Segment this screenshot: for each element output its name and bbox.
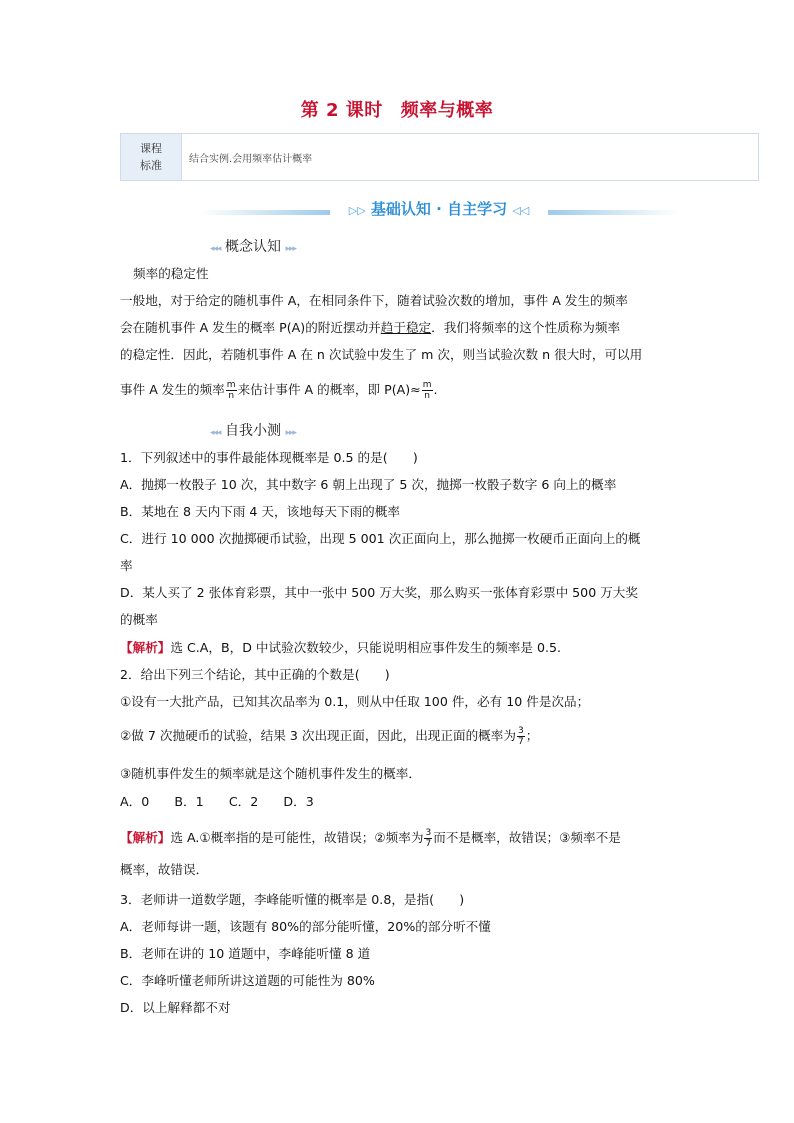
q2-answer-fraction bbox=[424, 828, 432, 849]
q2-statement-3: ③随机事件发生的频率就是这个随机事件发生的概率． bbox=[120, 766, 421, 781]
q3-option-d: D．以上解释都不对 bbox=[120, 1000, 231, 1015]
q2-frac-denominator: 7 bbox=[517, 737, 524, 747]
q3-option-a: A．老师每讲一题，该题有 80%的部分能听懂，20%的部分听不懂 bbox=[120, 919, 491, 934]
course-standard-text: 结合实例.会用频率估计概率 bbox=[189, 154, 313, 165]
q2-ans-frac-denominator: 7 bbox=[425, 839, 432, 849]
self-test-heading bbox=[210, 420, 296, 440]
concept-p1-line4-a: 事件 A 发生的频率 bbox=[120, 382, 225, 397]
banner-arrow-left-icon: ▷▷ bbox=[348, 204, 366, 217]
banner-title: 基础认知 · 自主学习 bbox=[370, 200, 508, 218]
q2-statement-2 bbox=[120, 726, 680, 747]
q1-answer-text: 选 C.A，B，D 中试验次数较少，只能说明相应事件发生的频率是 0.5. bbox=[170, 640, 562, 655]
q1-option-c-line2: 率 bbox=[120, 558, 133, 573]
concept-p1-line3: 的稳定性．因此，若随机事件 A 在 n 次试验中发生了 m 次，则当试验次数 n 很大时，可以用 bbox=[120, 347, 643, 362]
concept-p1-line2 bbox=[120, 320, 680, 336]
q3-option-c: C．李峰听懂老师所讲这道题的可能性为 80% bbox=[120, 973, 375, 988]
concept-underlined-term: 趋于稳定 bbox=[380, 320, 432, 335]
q2-statement-2-b: ； bbox=[525, 728, 539, 743]
q1-option-a: A．抛掷一枚骰子 10 次，其中数字 6 朝上出现了 5 次，抛掷一枚骰子数字 6 向上的概率 bbox=[120, 477, 617, 492]
concept-p1-line1: 一般地，对于给定的随机事件 A，在相同条件下，随着试验次数的增加，事件 A 发生的频率 bbox=[120, 293, 628, 308]
concept-subtitle: 频率的稳定性 bbox=[133, 266, 209, 281]
heading-arrow-right-icon: ▸▸▸ bbox=[285, 428, 297, 438]
frac-denominator-2: n bbox=[424, 391, 430, 401]
concept-p1-line2-b: ．我们将频率的这个性质称为频率 bbox=[431, 320, 621, 335]
banner-divider-left bbox=[200, 210, 330, 215]
frequency-fraction bbox=[226, 380, 237, 401]
estimate-fraction bbox=[422, 380, 433, 401]
question-2: 2．给出下列三个结论，其中正确的个数是( ) bbox=[120, 667, 390, 682]
q2-statement-2-a: ②做 7 次抛硬币的试验，结果 3 次出现正面，因此，出现正面的概率为 bbox=[120, 728, 516, 743]
self-test-heading-text: 自我小测 bbox=[225, 423, 282, 439]
heading-arrow-right-icon: ▸▸▸ bbox=[285, 244, 297, 254]
q2-statement-1: ①设有一大批产品，已知其次品率为 0.1，则从中任取 100 件，必有 10 件是次品； bbox=[120, 694, 590, 709]
standard-label-line2: 标准 bbox=[140, 159, 162, 172]
question-1: 1．下列叙述中的事件最能体现概率是 0.5 的是( ) bbox=[120, 450, 418, 465]
analysis-label: 【解析】 bbox=[120, 830, 171, 845]
q1-option-b: B．某地在 8 天内下雨 4 天，该地每天下雨的概率 bbox=[120, 504, 400, 519]
q2-answer-a: 选 A.①概率指的是可能性，故错误；②频率为 bbox=[170, 830, 424, 845]
q2-frac-numerator: 3 bbox=[517, 726, 524, 736]
q2-answer-line2: 概率，故错误． bbox=[120, 862, 209, 877]
heading-arrow-left-icon: ◂◂◂ bbox=[210, 428, 221, 438]
concept-p1-line4: 事件 A 发生的频率 $\frac{m}{n}$ 来估计事件 A 的概率，即 P(A)≈ $\frac{m}{n}$ . bbox=[120, 380, 438, 401]
q2-fraction bbox=[517, 726, 525, 747]
q2-options: A．0 B．1 C．2 D．3 bbox=[120, 794, 314, 809]
q1-answer bbox=[120, 640, 680, 656]
lesson-number: 第 2 课时 bbox=[300, 100, 383, 121]
lesson-title bbox=[0, 96, 794, 122]
q2-answer-b: 而不是概率，故错误；③频率不是 bbox=[433, 830, 621, 845]
section-banner bbox=[330, 198, 548, 219]
lesson-topic: 频率与概率 bbox=[400, 100, 494, 121]
frac-denominator: n bbox=[228, 391, 235, 401]
concept-heading-text: 概念认知 bbox=[225, 239, 282, 255]
concept-heading bbox=[210, 236, 296, 256]
q2-ans-frac-numerator: 3 bbox=[425, 828, 432, 838]
question-3: 3．老师讲一道数学题，李峰能听懂的概率是 0.8，是指( ) bbox=[120, 892, 465, 907]
q3-option-b: B．老师在讲的 10 道题中，李峰能听懂 8 道 bbox=[120, 946, 371, 961]
q1-option-d-line2: 的概率 bbox=[120, 612, 158, 627]
banner-divider-right bbox=[548, 210, 678, 215]
standard-label-line1: 课程 bbox=[140, 142, 162, 155]
q1-option-d-line1: D．某人买了 2 张体育彩票，其中一张中 500 万大奖，那么购买一张体育彩票中 500 万大奖 bbox=[120, 585, 638, 600]
heading-arrow-left-icon: ◂◂◂ bbox=[210, 244, 221, 254]
q1-option-c-line1: C．进行 10 000 次抛掷硬币试验，出现 5 001 次正面向上，那么抛掷一枚硬币正面向上的概 bbox=[120, 531, 641, 546]
concept-p1-line2-a: 会在随机事件 A 发生的概率 P(A)的附近摆动并 bbox=[120, 320, 381, 335]
frac-numerator-2: m bbox=[422, 380, 432, 390]
concept-p1-line4-b: 来估计事件 A 的概率，即 P(A)≈ bbox=[237, 382, 421, 397]
course-standard-box bbox=[120, 133, 759, 181]
banner-arrow-right-icon: ◁◁ bbox=[512, 204, 530, 217]
q2-answer-line1 bbox=[120, 828, 680, 849]
analysis-label: 【解析】 bbox=[120, 640, 171, 655]
frac-numerator: m bbox=[226, 380, 236, 390]
course-standard-label bbox=[121, 134, 182, 180]
